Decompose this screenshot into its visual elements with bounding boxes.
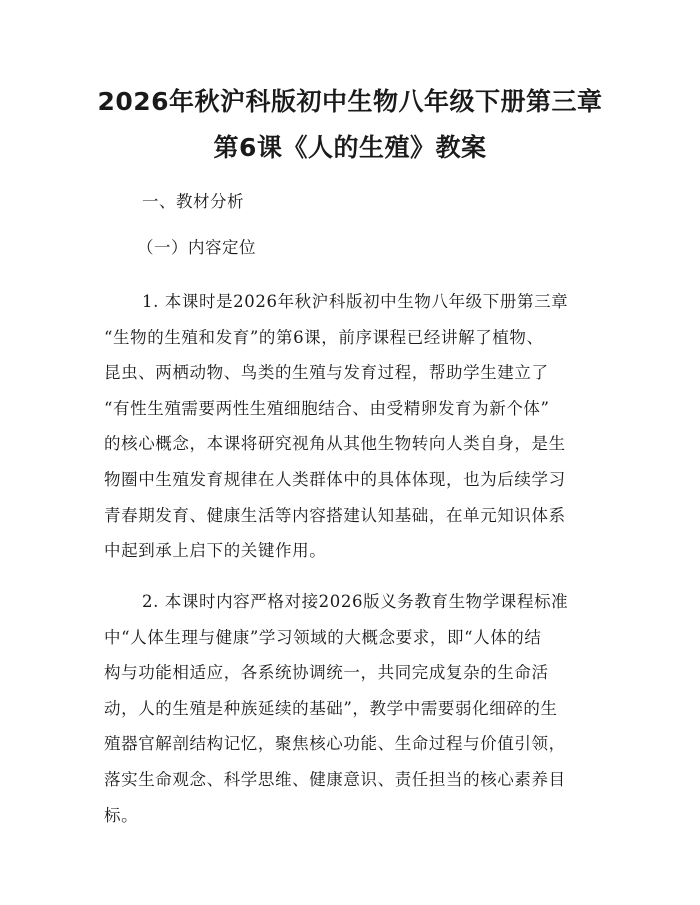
paragraph-1-line: “有性生殖需要两性生殖细胞结合、由受精卵发育为新个体” (104, 398, 550, 418)
paragraph-1-line: “生物的生殖和发育”的第6课，前序课程已经讲解了植物、 (104, 327, 544, 347)
paragraph-2-line: 殖器官解剖结构记忆，聚焦核心功能、生命过程与价值引领， (104, 734, 566, 754)
paragraph-2-line: 标。 (104, 805, 139, 825)
paragraph-1-line: 中起到承上启下的关键作用。 (104, 541, 327, 561)
paragraph-2-line: 2. 本课时内容严格对接2026版义务教育生物学课程标准 (142, 592, 569, 611)
paragraph-1-line: 的核心概念，本课将研究视角从其他生物转向人类自身，是生 (104, 434, 566, 454)
paragraph-1-line: 青春期发育、健康生活等内容搭建认知基础，在单元知识体系 (104, 505, 566, 525)
document-title-line-1: 2026年秋沪科版初中生物八年级下册第三章 (97, 87, 603, 116)
paragraph-2-line: 动，人的生殖是种族延续的基础”，教学中需要弱化细碎的生 (104, 698, 558, 718)
paragraph-1 (104, 284, 601, 569)
paragraph-2-line: 构与功能相适应，各系统协调统一，共同完成复杂的生命活 (104, 663, 549, 683)
paragraph-2-line: 中“人体生理与健康”学习领域的大概念要求，即“人体的结 (104, 627, 542, 647)
paragraph-2-line: 落实生命观念、科学思维、健康意识、责任担当的核心素养目 (104, 769, 566, 789)
section-heading: 一、教材分析 (142, 192, 244, 211)
subsection-heading: （一）内容定位 (137, 238, 256, 257)
document-title-line-2: 第6课《人的生殖》教案 (213, 133, 487, 162)
paragraph-2 (104, 584, 601, 833)
paragraph-1-line: 物圈中生殖发育规律在人类群体中的具体体现，也为后续学习 (104, 469, 566, 489)
paragraph-1-line: 1. 本课时是2026年秋沪科版初中生物八年级下册第三章 (142, 292, 569, 311)
paragraph-1-line: 昆虫、两栖动物、鸟类的生殖与发育过程，帮助学生建立了 (104, 363, 549, 383)
